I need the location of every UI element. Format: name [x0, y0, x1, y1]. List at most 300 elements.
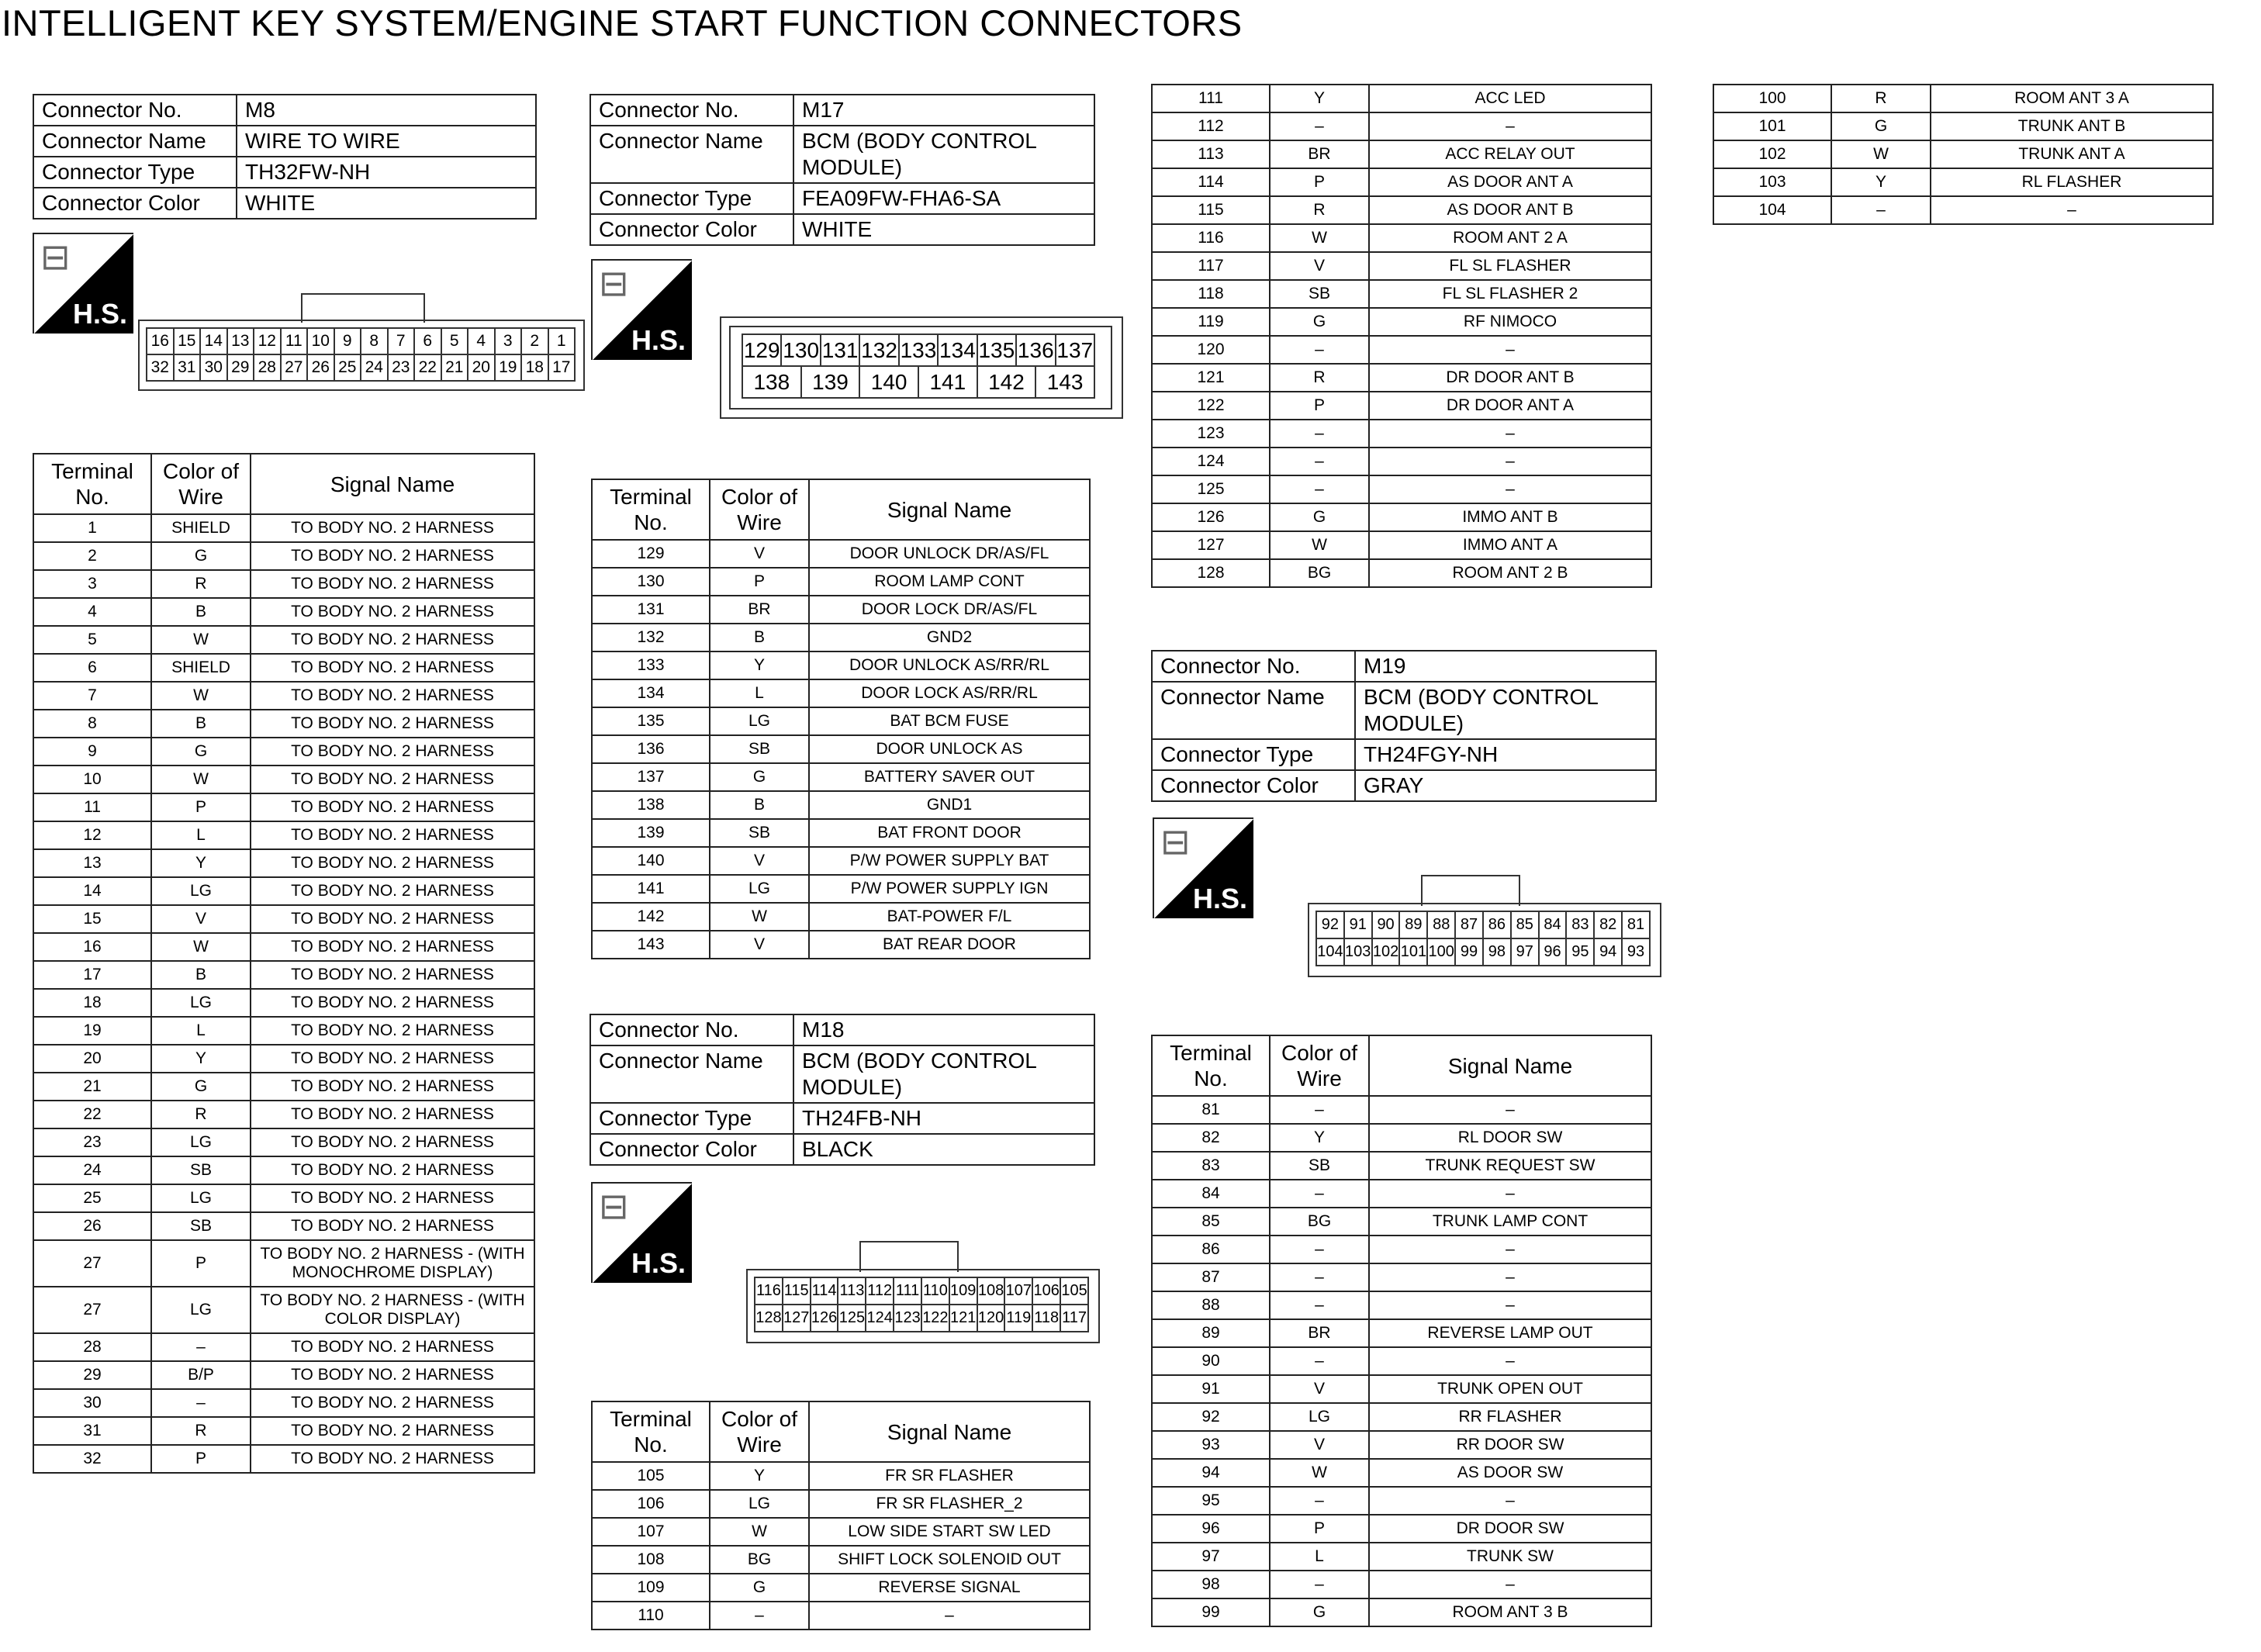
- table-row: [592, 596, 1090, 624]
- terminal-no-header: Terminal No.: [592, 1401, 710, 1462]
- wire-color-cell: G: [1270, 308, 1369, 336]
- pin-label: 27: [281, 354, 308, 381]
- table-row: [33, 598, 534, 626]
- wire-color-cell: SHIELD: [151, 654, 251, 682]
- signal-name-cell: TO BODY NO. 2 HARNESS: [251, 1101, 534, 1128]
- signal-name-cell: ACC RELAY OUT: [1369, 140, 1651, 168]
- pin-label: 3: [495, 328, 522, 354]
- signal-name-cell: RR DOOR SW: [1369, 1431, 1651, 1459]
- terminal-no-cell: 27: [33, 1240, 151, 1287]
- wire-color-cell: –: [1270, 1236, 1369, 1263]
- wire-color-cell: V: [1270, 252, 1369, 280]
- signal-name-header: Signal Name: [1369, 1035, 1651, 1096]
- wire-color-cell: W: [1270, 224, 1369, 252]
- signal-name-cell: DOOR LOCK AS/RR/RL: [809, 679, 1090, 707]
- signal-name-cell: RR FLASHER: [1369, 1403, 1651, 1431]
- pin-label: 30: [200, 354, 227, 381]
- pin-label: 106: [1032, 1277, 1060, 1305]
- wire-color-cell: BG: [1270, 1208, 1369, 1236]
- connector-no-value: M18: [793, 1014, 1094, 1045]
- signal-name-cell: RL FLASHER: [1931, 168, 2213, 196]
- connector-color-value: WHITE: [237, 188, 536, 219]
- pin-label: 4: [468, 328, 495, 354]
- pin-label: 13: [227, 328, 254, 354]
- hs-label: H.S.: [72, 298, 127, 330]
- signal-name-cell: TO BODY NO. 2 HARNESS: [251, 1073, 534, 1101]
- wire-color-cell: V: [710, 540, 809, 568]
- connector-icon: ⊟: [1160, 821, 1191, 862]
- pin-label: 114: [811, 1277, 838, 1305]
- wire-color-cell: R: [151, 1101, 251, 1128]
- pin-label: 125: [838, 1305, 866, 1332]
- signal-name-cell: FL SL FLASHER: [1369, 252, 1651, 280]
- connector-type-label: Connector Type: [590, 183, 793, 214]
- wire-color-cell: G: [1831, 112, 1931, 140]
- wire-color-cell: LG: [151, 877, 251, 905]
- signal-name-cell: BAT REAR DOOR: [809, 931, 1090, 959]
- wire-color-cell: –: [1270, 1347, 1369, 1375]
- terminal-no-cell: 108: [592, 1546, 710, 1574]
- signal-name-cell: –: [1369, 1347, 1651, 1375]
- terminal-no-cell: 1: [33, 514, 151, 542]
- table-row: [1152, 1152, 1651, 1180]
- table-row: [1152, 1180, 1651, 1208]
- table-row: [592, 735, 1090, 763]
- pin-label: 2: [521, 328, 548, 354]
- signal-name-cell: TO BODY NO. 2 HARNESS: [251, 1184, 534, 1212]
- connector-color-label: Connector Color: [33, 188, 237, 219]
- pin-label: 131: [821, 334, 859, 366]
- wire-color-cell: Y: [1270, 1124, 1369, 1152]
- wire-color-cell: LG: [710, 875, 809, 903]
- terminal-no-cell: 127: [1152, 531, 1270, 559]
- signal-name-cell: –: [1369, 1291, 1651, 1319]
- terminal-table-m8: [33, 453, 535, 1474]
- terminal-no-cell: 88: [1152, 1291, 1270, 1319]
- signal-name-cell: TO BODY NO. 2 HARNESS: [251, 961, 534, 989]
- signal-name-header: Signal Name: [809, 479, 1090, 540]
- signal-name-cell: BAT BCM FUSE: [809, 707, 1090, 735]
- connector-no-value: M8: [237, 95, 536, 126]
- terminal-no-cell: 130: [592, 568, 710, 596]
- table-row: [33, 793, 534, 821]
- signal-name-cell: TO BODY NO. 2 HARNESS: [251, 514, 534, 542]
- table-row: [1713, 112, 2213, 140]
- terminal-no-cell: 135: [592, 707, 710, 735]
- terminal-no-header: Terminal No.: [1152, 1035, 1270, 1096]
- pin-label: 104: [1316, 938, 1344, 966]
- wire-color-cell: SB: [1270, 1152, 1369, 1180]
- table-row: [592, 763, 1090, 791]
- pin-label: 108: [977, 1277, 1005, 1305]
- pin-label: 28: [254, 354, 281, 381]
- table-row: [33, 1361, 534, 1389]
- pin-label: 132: [859, 334, 898, 366]
- terminal-no-cell: 112: [1152, 112, 1270, 140]
- wire-color-cell: –: [151, 1389, 251, 1417]
- table-row: [1152, 196, 1651, 224]
- table-row: [1152, 475, 1651, 503]
- signal-name-cell: TO BODY NO. 2 HARNESS: [251, 1361, 534, 1389]
- signal-name-cell: TO BODY NO. 2 HARNESS: [251, 542, 534, 570]
- terminal-no-cell: 22: [33, 1101, 151, 1128]
- terminal-no-cell: 32: [33, 1445, 151, 1473]
- table-row: [1152, 1459, 1651, 1487]
- terminal-no-cell: 142: [592, 903, 710, 931]
- terminal-no-cell: 101: [1713, 112, 1831, 140]
- signal-name-cell: TO BODY NO. 2 HARNESS: [251, 682, 534, 710]
- pin-label: 90: [1372, 911, 1400, 938]
- signal-name-cell: TO BODY NO. 2 HARNESS - (WITH MONOCHROME DISPLAY): [251, 1240, 534, 1287]
- signal-name-cell: TRUNK SW: [1369, 1543, 1651, 1571]
- connector-name-value: BCM (BODY CONTROL MODULE): [1355, 682, 1656, 739]
- wire-color-cell: R: [1270, 196, 1369, 224]
- table-row: [592, 791, 1090, 819]
- pin-label: 24: [361, 354, 388, 381]
- signal-name-cell: TO BODY NO. 2 HARNESS: [251, 1417, 534, 1445]
- wire-color-cell: W: [1270, 531, 1369, 559]
- pin-label: 32: [147, 354, 174, 381]
- table-row: [33, 1212, 534, 1240]
- terminal-no-cell: 116: [1152, 224, 1270, 252]
- wire-color-cell: B/P: [151, 1361, 251, 1389]
- signal-name-cell: DOOR UNLOCK AS: [809, 735, 1090, 763]
- wire-color-cell: W: [151, 933, 251, 961]
- terminal-no-cell: 136: [592, 735, 710, 763]
- table-row: [1152, 1375, 1651, 1403]
- connector-color-value: BLACK: [793, 1134, 1094, 1165]
- terminal-no-cell: 133: [592, 651, 710, 679]
- signal-name-cell: TO BODY NO. 2 HARNESS: [251, 989, 534, 1017]
- terminal-no-cell: 141: [592, 875, 710, 903]
- signal-name-cell: TO BODY NO. 2 HARNESS: [251, 849, 534, 877]
- table-row: [33, 570, 534, 598]
- table-row: [1152, 392, 1651, 420]
- signal-name-cell: TRUNK LAMP CONT: [1369, 1208, 1651, 1236]
- signal-name-cell: DR DOOR ANT B: [1369, 364, 1651, 392]
- connector-info-m8: [33, 94, 537, 219]
- signal-name-cell: TO BODY NO. 2 HARNESS: [251, 1445, 534, 1473]
- pin-label: 141: [918, 366, 977, 398]
- pin-label: 100: [1427, 938, 1455, 966]
- wire-color-cell: LG: [151, 1184, 251, 1212]
- signal-name-cell: IMMO ANT A: [1369, 531, 1651, 559]
- wire-color-cell: LG: [710, 707, 809, 735]
- connector-type-value: TH24FGY-NH: [1355, 739, 1656, 770]
- wire-color-cell: P: [151, 1445, 251, 1473]
- wire-color-cell: BR: [710, 596, 809, 624]
- signal-name-cell: TO BODY NO. 2 HARNESS: [251, 710, 534, 738]
- pin-label: 138: [742, 366, 801, 398]
- table-row: [592, 540, 1090, 568]
- wire-color-cell: G: [151, 1073, 251, 1101]
- pin-label: 88: [1427, 911, 1455, 938]
- connector-icon: ⊟: [599, 263, 629, 303]
- signal-name-cell: TO BODY NO. 2 HARNESS - (WITH COLOR DISPLAY): [251, 1287, 534, 1333]
- wire-color-cell: V: [151, 905, 251, 933]
- terminal-no-cell: 9: [33, 738, 151, 766]
- signal-name-cell: TO BODY NO. 2 HARNESS: [251, 654, 534, 682]
- table-row: [1152, 280, 1651, 308]
- table-row: [33, 1184, 534, 1212]
- table-row: [33, 626, 534, 654]
- signal-name-cell: TO BODY NO. 2 HARNESS: [251, 933, 534, 961]
- signal-name-cell: AS DOOR SW: [1369, 1459, 1651, 1487]
- wire-color-cell: V: [710, 931, 809, 959]
- table-row: [33, 933, 534, 961]
- table-row: [592, 875, 1090, 903]
- wire-color-cell: W: [151, 682, 251, 710]
- signal-name-cell: ROOM ANT 2 A: [1369, 224, 1651, 252]
- terminal-no-cell: 100: [1713, 85, 1831, 112]
- pin-label: 19: [495, 354, 522, 381]
- pin-label: 10: [307, 328, 334, 354]
- pin-label: 89: [1399, 911, 1427, 938]
- pin-label: 111: [894, 1277, 921, 1305]
- table-row: [1152, 85, 1651, 112]
- wire-color-cell: W: [151, 766, 251, 793]
- signal-name-cell: P/W POWER SUPPLY BAT: [809, 847, 1090, 875]
- wire-color-cell: W: [1270, 1459, 1369, 1487]
- pin-label: 26: [307, 354, 334, 381]
- signal-name-cell: FR SR FLASHER: [809, 1462, 1090, 1490]
- terminal-no-cell: 84: [1152, 1180, 1270, 1208]
- pin-label: 8: [361, 328, 388, 354]
- terminal-no-cell: 105: [592, 1462, 710, 1490]
- terminal-table-m17: [591, 479, 1091, 959]
- terminal-no-cell: 25: [33, 1184, 151, 1212]
- terminal-no-cell: 115: [1152, 196, 1270, 224]
- terminal-no-cell: 128: [1152, 559, 1270, 587]
- signal-name-cell: ROOM LAMP CONT: [809, 568, 1090, 596]
- wire-color-cell: V: [1270, 1375, 1369, 1403]
- pin-label: 86: [1483, 911, 1511, 938]
- wire-color-cell: B: [710, 624, 809, 651]
- signal-name-cell: –: [1369, 112, 1651, 140]
- wire-color-cell: W: [710, 903, 809, 931]
- terminal-no-cell: 89: [1152, 1319, 1270, 1347]
- wire-color-cell: BR: [1270, 1319, 1369, 1347]
- signal-name-cell: TO BODY NO. 2 HARNESS: [251, 626, 534, 654]
- signal-name-cell: TO BODY NO. 2 HARNESS: [251, 1156, 534, 1184]
- signal-name-cell: DOOR UNLOCK DR/AS/FL: [809, 540, 1090, 568]
- signal-name-cell: REVERSE SIGNAL: [809, 1574, 1090, 1602]
- table-row: [1713, 168, 2213, 196]
- terminal-no-cell: 27: [33, 1287, 151, 1333]
- connector-color-label: Connector Color: [1152, 770, 1355, 801]
- connector-name-value: BCM (BODY CONTROL MODULE): [793, 126, 1094, 183]
- table-row: [1152, 531, 1651, 559]
- wire-color-cell: P: [151, 1240, 251, 1287]
- signal-name-cell: TRUNK OPEN OUT: [1369, 1375, 1651, 1403]
- terminal-no-cell: 95: [1152, 1487, 1270, 1515]
- pin-label: 124: [866, 1305, 894, 1332]
- table-row: [33, 1045, 534, 1073]
- pin-label: 97: [1511, 938, 1539, 966]
- terminal-no-cell: 90: [1152, 1347, 1270, 1375]
- terminal-no-cell: 12: [33, 821, 151, 849]
- table-row: [592, 1462, 1090, 1490]
- pin-label: 130: [781, 334, 820, 366]
- table-row: [1152, 420, 1651, 448]
- pin-label: 11: [281, 328, 308, 354]
- terminal-no-cell: 104: [1713, 196, 1831, 224]
- hs-badge: [1153, 817, 1253, 918]
- signal-name-cell: TO BODY NO. 2 HARNESS: [251, 1389, 534, 1417]
- table-row: [1152, 1096, 1651, 1124]
- terminal-no-cell: 26: [33, 1212, 151, 1240]
- connector-type-label: Connector Type: [590, 1103, 793, 1134]
- wire-color-cell: G: [1270, 1598, 1369, 1626]
- terminal-no-cell: 20: [33, 1045, 151, 1073]
- connector-diagram-m8: [138, 293, 585, 391]
- signal-name-cell: –: [1369, 1096, 1651, 1124]
- signal-name-cell: BAT-POWER F/L: [809, 903, 1090, 931]
- table-row: [33, 961, 534, 989]
- terminal-no-cell: 98: [1152, 1571, 1270, 1598]
- pin-label: 118: [1032, 1305, 1060, 1332]
- signal-name-cell: FR SR FLASHER_2: [809, 1490, 1090, 1518]
- terminal-no-cell: 29: [33, 1361, 151, 1389]
- wire-color-cell: R: [1831, 85, 1931, 112]
- table-row: [1152, 1431, 1651, 1459]
- pin-label: 98: [1483, 938, 1511, 966]
- terminal-no-cell: 83: [1152, 1152, 1270, 1180]
- pin-label: 128: [755, 1305, 783, 1332]
- connector-name-value: BCM (BODY CONTROL MODULE): [793, 1045, 1094, 1103]
- table-row: [1152, 1598, 1651, 1626]
- pin-label: 129: [742, 334, 781, 366]
- pin-label: 95: [1566, 938, 1594, 966]
- signal-name-cell: TO BODY NO. 2 HARNESS: [251, 793, 534, 821]
- signal-name-cell: ROOM ANT 3 A: [1931, 85, 2213, 112]
- pin-label: 101: [1399, 938, 1427, 966]
- pin-label: 143: [1035, 366, 1094, 398]
- terminal-no-cell: 30: [33, 1389, 151, 1417]
- signal-name-cell: TO BODY NO. 2 HARNESS: [251, 738, 534, 766]
- table-row: [592, 1490, 1090, 1518]
- signal-name-cell: –: [1369, 420, 1651, 448]
- table-row: [33, 821, 534, 849]
- signal-name-cell: DOOR UNLOCK AS/RR/RL: [809, 651, 1090, 679]
- table-row: [1152, 1263, 1651, 1291]
- wire-color-cell: P: [710, 568, 809, 596]
- terminal-no-cell: 99: [1152, 1598, 1270, 1626]
- pin-label: 139: [801, 366, 860, 398]
- table-row: [1152, 1543, 1651, 1571]
- connector-info-m17: [589, 94, 1095, 246]
- connector-color-label: Connector Color: [590, 214, 793, 245]
- signal-name-cell: GND1: [809, 791, 1090, 819]
- table-row: [1152, 448, 1651, 475]
- wire-color-cell: W: [710, 1518, 809, 1546]
- table-row: [592, 568, 1090, 596]
- signal-name-cell: AS DOOR ANT B: [1369, 196, 1651, 224]
- table-row: [33, 766, 534, 793]
- signal-name-cell: TO BODY NO. 2 HARNESS: [251, 905, 534, 933]
- signal-name-cell: –: [1369, 1180, 1651, 1208]
- terminal-no-cell: 118: [1152, 280, 1270, 308]
- terminal-no-cell: 13: [33, 849, 151, 877]
- wire-color-cell: –: [1270, 1291, 1369, 1319]
- terminal-no-cell: 85: [1152, 1208, 1270, 1236]
- pin-label: 140: [859, 366, 918, 398]
- pin-label: 120: [977, 1305, 1005, 1332]
- pin-label: 107: [1004, 1277, 1032, 1305]
- wire-color-cell: B: [151, 710, 251, 738]
- table-row: [33, 1287, 534, 1333]
- wire-color-cell: –: [1270, 1263, 1369, 1291]
- wire-color-cell: –: [1270, 336, 1369, 364]
- hs-badge: [591, 1182, 692, 1283]
- connector-no-value: M19: [1355, 651, 1656, 682]
- terminal-no-cell: 16: [33, 933, 151, 961]
- table-row: [33, 989, 534, 1017]
- wire-color-cell: LG: [151, 1128, 251, 1156]
- wire-color-cell: B: [151, 961, 251, 989]
- wire-color-cell: Y: [151, 1045, 251, 1073]
- table-row: [1152, 1515, 1651, 1543]
- signal-name-cell: –: [1369, 1571, 1651, 1598]
- terminal-no-cell: 17: [33, 961, 151, 989]
- terminal-no-cell: 107: [592, 1518, 710, 1546]
- terminal-no-cell: 120: [1152, 336, 1270, 364]
- terminal-table-m19-a: [1151, 1035, 1652, 1627]
- terminal-no-cell: 134: [592, 679, 710, 707]
- pin-label: 94: [1594, 938, 1622, 966]
- color-of-wire-header: Color of Wire: [151, 454, 251, 514]
- wire-color-cell: –: [1270, 448, 1369, 475]
- wire-color-cell: –: [151, 1333, 251, 1361]
- pin-label: 91: [1344, 911, 1372, 938]
- hs-label: H.S.: [631, 324, 686, 356]
- wire-color-cell: –: [710, 1602, 809, 1630]
- pin-label: 121: [949, 1305, 977, 1332]
- connector-no-label: Connector No.: [1152, 651, 1355, 682]
- wire-color-cell: LG: [151, 989, 251, 1017]
- signal-name-cell: TO BODY NO. 2 HARNESS: [251, 1128, 534, 1156]
- pin-label: 81: [1622, 911, 1650, 938]
- connector-type-label: Connector Type: [1152, 739, 1355, 770]
- terminal-no-cell: 102: [1713, 140, 1831, 168]
- wire-color-cell: Y: [710, 1462, 809, 1490]
- table-row: [1152, 252, 1651, 280]
- terminal-no-cell: 119: [1152, 308, 1270, 336]
- terminal-no-header: Terminal No.: [33, 454, 151, 514]
- pin-label: 133: [899, 334, 938, 366]
- terminal-no-cell: 131: [592, 596, 710, 624]
- wire-color-cell: SB: [151, 1156, 251, 1184]
- connector-no-value: M17: [793, 95, 1094, 126]
- table-row: [33, 682, 534, 710]
- signal-name-cell: TRUNK REQUEST SW: [1369, 1152, 1651, 1180]
- terminal-no-cell: 117: [1152, 252, 1270, 280]
- connector-name-label: Connector Name: [1152, 682, 1355, 739]
- signal-name-cell: DR DOOR SW: [1369, 1515, 1651, 1543]
- terminal-no-cell: 4: [33, 598, 151, 626]
- terminal-no-cell: 6: [33, 654, 151, 682]
- signal-name-cell: ACC LED: [1369, 85, 1651, 112]
- connector-info-m19: [1151, 650, 1657, 802]
- table-row: [33, 1445, 534, 1473]
- pin-label: 116: [755, 1277, 783, 1305]
- connector-diagram-m18: [746, 1241, 1100, 1343]
- pin-label: 31: [174, 354, 201, 381]
- wire-color-cell: Y: [1270, 85, 1369, 112]
- table-row: [592, 707, 1090, 735]
- wire-color-cell: –: [1270, 112, 1369, 140]
- wire-color-cell: B: [151, 598, 251, 626]
